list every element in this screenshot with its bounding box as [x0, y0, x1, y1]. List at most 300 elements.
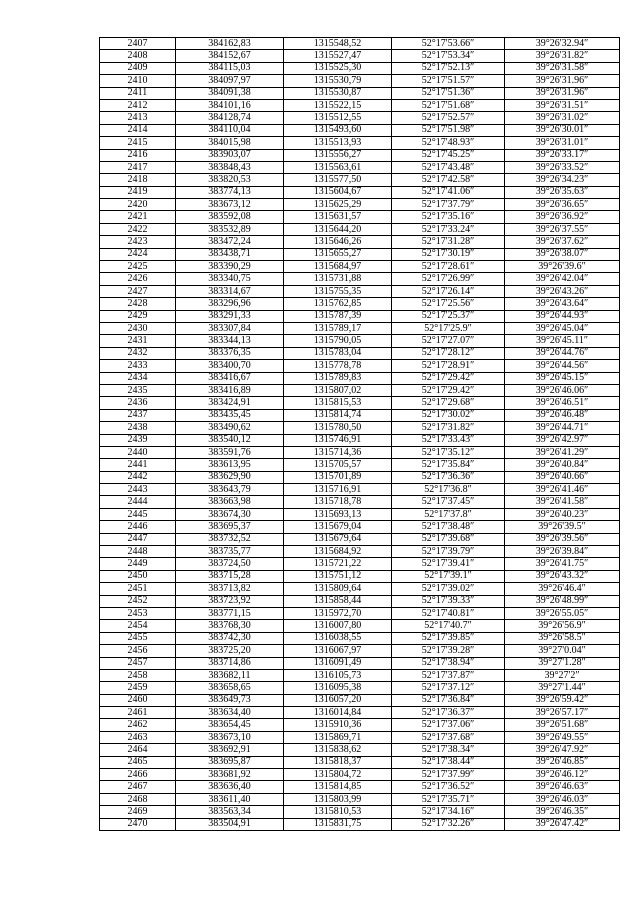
x-coordinate-cell: 383774,13	[176, 186, 284, 198]
latitude-cell: 52°17'25.37″	[392, 310, 505, 322]
table-row	[100, 261, 620, 273]
point-number-cell: 2465	[100, 756, 176, 768]
x-coordinate-cell: 383344,13	[176, 335, 284, 347]
table-row	[100, 347, 620, 359]
longitude-cell: 39°26'35.63″	[505, 186, 620, 198]
y-coordinate-cell: 1315804,72	[284, 769, 392, 781]
longitude-cell: 39°26'31.96″	[505, 87, 620, 99]
longitude-cell: 39°26'46.12″	[505, 769, 620, 781]
x-coordinate-cell: 383438,71	[176, 248, 284, 260]
longitude-cell: 39°26'37.62″	[505, 236, 620, 248]
latitude-cell: 52°17'36.36″	[392, 471, 505, 483]
y-coordinate-cell: 1315783,04	[284, 347, 392, 359]
latitude-cell: 52°17'30.02″	[392, 409, 505, 421]
x-coordinate-cell: 383714,86	[176, 657, 284, 669]
longitude-cell: 39°26'56.9″	[505, 620, 620, 632]
table-row	[100, 731, 620, 743]
longitude-cell: 39°26'31.51″	[505, 99, 620, 111]
latitude-cell: 52°17'53.34″	[392, 50, 505, 62]
point-number-cell: 2461	[100, 707, 176, 719]
point-number-cell: 2436	[100, 397, 176, 409]
y-coordinate-cell: 1315858,44	[284, 595, 392, 607]
longitude-cell: 39°26'38.07″	[505, 248, 620, 260]
point-number-cell: 2431	[100, 335, 176, 347]
coordinates-table-body	[100, 38, 620, 831]
x-coordinate-cell: 383307,84	[176, 322, 284, 334]
point-number-cell: 2432	[100, 347, 176, 359]
point-number-cell: 2470	[100, 818, 176, 830]
longitude-cell: 39°27'0.04″	[505, 645, 620, 657]
y-coordinate-cell: 1315625,29	[284, 199, 392, 211]
point-number-cell: 2420	[100, 199, 176, 211]
table-row	[100, 124, 620, 136]
x-coordinate-cell: 383532,89	[176, 223, 284, 235]
point-number-cell: 2438	[100, 422, 176, 434]
longitude-cell: 39°26'37.55″	[505, 223, 620, 235]
longitude-cell: 39°26'46.06″	[505, 384, 620, 396]
point-number-cell: 2462	[100, 719, 176, 731]
table-row	[100, 322, 620, 334]
x-coordinate-cell: 383390,29	[176, 261, 284, 273]
latitude-cell: 52°17'36.8″	[392, 484, 505, 496]
x-coordinate-cell: 383681,92	[176, 769, 284, 781]
longitude-cell: 39°26'46.51″	[505, 397, 620, 409]
x-coordinate-cell: 383291,33	[176, 310, 284, 322]
point-number-cell: 2435	[100, 384, 176, 396]
y-coordinate-cell: 1315684,97	[284, 261, 392, 273]
latitude-cell: 52°17'39.02″	[392, 583, 505, 595]
table-row	[100, 99, 620, 111]
point-number-cell: 2428	[100, 298, 176, 310]
point-number-cell: 2466	[100, 769, 176, 781]
point-number-cell: 2411	[100, 87, 176, 99]
point-number-cell: 2418	[100, 174, 176, 186]
longitude-cell: 39°26'44.76″	[505, 347, 620, 359]
latitude-cell: 52°17'28.61″	[392, 261, 505, 273]
table-row	[100, 75, 620, 87]
x-coordinate-cell: 383472,24	[176, 236, 284, 248]
point-number-cell: 2421	[100, 211, 176, 223]
table-row	[100, 422, 620, 434]
longitude-cell: 39°26'42.97″	[505, 434, 620, 446]
y-coordinate-cell: 1315790,05	[284, 335, 392, 347]
longitude-cell: 39°26'36.65″	[505, 199, 620, 211]
latitude-cell: 52°17'42.58″	[392, 174, 505, 186]
table-row	[100, 682, 620, 694]
longitude-cell: 39°26'41.29″	[505, 446, 620, 458]
y-coordinate-cell: 1315525,30	[284, 62, 392, 74]
point-number-cell: 2414	[100, 124, 176, 136]
latitude-cell: 52°17'40.81″	[392, 607, 505, 619]
longitude-cell: 39°26'45.04″	[505, 322, 620, 334]
latitude-cell: 52°17'25.56″	[392, 298, 505, 310]
longitude-cell: 39°26'43.32″	[505, 570, 620, 582]
longitude-cell: 39°26'39.84″	[505, 546, 620, 558]
table-row	[100, 694, 620, 706]
x-coordinate-cell: 383636,40	[176, 781, 284, 793]
longitude-cell: 39°26'44.93″	[505, 310, 620, 322]
y-coordinate-cell: 1315789,17	[284, 322, 392, 334]
point-number-cell: 2443	[100, 484, 176, 496]
longitude-cell: 39°26'42.04″	[505, 273, 620, 285]
longitude-cell: 39°26'57.17″	[505, 707, 620, 719]
latitude-cell: 52°17'38.34″	[392, 744, 505, 756]
table-row	[100, 744, 620, 756]
longitude-cell: 39°26'39.6″	[505, 261, 620, 273]
x-coordinate-cell: 383613,95	[176, 459, 284, 471]
point-number-cell: 2423	[100, 236, 176, 248]
latitude-cell: 52°17'33.24″	[392, 223, 505, 235]
latitude-cell: 52°17'33.43″	[392, 434, 505, 446]
y-coordinate-cell: 1315838,62	[284, 744, 392, 756]
longitude-cell: 39°26'39.5″	[505, 521, 620, 533]
y-coordinate-cell: 1315789,83	[284, 372, 392, 384]
table-row	[100, 161, 620, 173]
table-row	[100, 174, 620, 186]
point-number-cell: 2410	[100, 75, 176, 87]
longitude-cell: 39°26'41.75″	[505, 558, 620, 570]
point-number-cell: 2449	[100, 558, 176, 570]
x-coordinate-cell: 384097,97	[176, 75, 284, 87]
point-number-cell: 2451	[100, 583, 176, 595]
coordinates-table	[99, 37, 620, 831]
y-coordinate-cell: 1315493,60	[284, 124, 392, 136]
y-coordinate-cell: 1315762,85	[284, 298, 392, 310]
longitude-cell: 39°26'40.84″	[505, 459, 620, 471]
y-coordinate-cell: 1315679,64	[284, 533, 392, 545]
latitude-cell: 52°17'29.42″	[392, 384, 505, 396]
table-row	[100, 223, 620, 235]
point-number-cell: 2464	[100, 744, 176, 756]
x-coordinate-cell: 384162,83	[176, 38, 284, 50]
table-row	[100, 285, 620, 297]
y-coordinate-cell: 1316105,73	[284, 669, 392, 681]
point-number-cell: 2467	[100, 781, 176, 793]
latitude-cell: 52°17'39.68″	[392, 533, 505, 545]
x-coordinate-cell: 383732,52	[176, 533, 284, 545]
x-coordinate-cell: 383723,92	[176, 595, 284, 607]
table-row	[100, 211, 620, 223]
y-coordinate-cell: 1315787,39	[284, 310, 392, 322]
x-coordinate-cell: 383629,90	[176, 471, 284, 483]
longitude-cell: 39°26'31.02″	[505, 112, 620, 124]
point-number-cell: 2447	[100, 533, 176, 545]
longitude-cell: 39°27'1.44″	[505, 682, 620, 694]
x-coordinate-cell: 384152,67	[176, 50, 284, 62]
table-row	[100, 248, 620, 260]
longitude-cell: 39°26'41.46″	[505, 484, 620, 496]
x-coordinate-cell: 383692,91	[176, 744, 284, 756]
table-row	[100, 236, 620, 248]
y-coordinate-cell: 1316057,20	[284, 694, 392, 706]
longitude-cell: 39°26'44.56″	[505, 360, 620, 372]
longitude-cell: 39°26'47.92″	[505, 744, 620, 756]
point-number-cell: 2459	[100, 682, 176, 694]
latitude-cell: 52°17'35.84″	[392, 459, 505, 471]
point-number-cell: 2409	[100, 62, 176, 74]
x-coordinate-cell: 383673,12	[176, 199, 284, 211]
table-row	[100, 533, 620, 545]
longitude-cell: 39°26'33.17″	[505, 149, 620, 161]
latitude-cell: 52°17'39.79″	[392, 546, 505, 558]
table-row	[100, 756, 620, 768]
table-row	[100, 707, 620, 719]
y-coordinate-cell: 1315809,64	[284, 583, 392, 595]
y-coordinate-cell: 1315522,15	[284, 99, 392, 111]
table-row	[100, 38, 620, 50]
table-row	[100, 669, 620, 681]
table-row	[100, 496, 620, 508]
table-row	[100, 137, 620, 149]
longitude-cell: 39°27'1.28″	[505, 657, 620, 669]
table-row	[100, 645, 620, 657]
x-coordinate-cell: 383424,91	[176, 397, 284, 409]
x-coordinate-cell: 383742,30	[176, 632, 284, 644]
y-coordinate-cell: 1315869,71	[284, 731, 392, 743]
x-coordinate-cell: 383540,12	[176, 434, 284, 446]
y-coordinate-cell: 1315693,13	[284, 508, 392, 520]
table-row	[100, 384, 620, 396]
longitude-cell: 39°27'2″	[505, 669, 620, 681]
x-coordinate-cell: 383663,98	[176, 496, 284, 508]
y-coordinate-cell: 1315815,53	[284, 397, 392, 409]
longitude-cell: 39°26'43.26″	[505, 285, 620, 297]
y-coordinate-cell: 1315512,55	[284, 112, 392, 124]
latitude-cell: 52°17'31.28″	[392, 236, 505, 248]
x-coordinate-cell: 383416,67	[176, 372, 284, 384]
point-number-cell: 2416	[100, 149, 176, 161]
x-coordinate-cell: 383490,62	[176, 422, 284, 434]
latitude-cell: 52°17'52.13″	[392, 62, 505, 74]
y-coordinate-cell: 1316007,80	[284, 620, 392, 632]
x-coordinate-cell: 384110,04	[176, 124, 284, 136]
longitude-cell: 39°26'46.03″	[505, 793, 620, 805]
table-row	[100, 273, 620, 285]
point-number-cell: 2407	[100, 38, 176, 50]
x-coordinate-cell: 383735,77	[176, 546, 284, 558]
latitude-cell: 52°17'30.19″	[392, 248, 505, 260]
longitude-cell: 39°26'40.66″	[505, 471, 620, 483]
point-number-cell: 2429	[100, 310, 176, 322]
latitude-cell: 52°17'51.98″	[392, 124, 505, 136]
table-row	[100, 583, 620, 595]
longitude-cell: 39°26'45.11″	[505, 335, 620, 347]
x-coordinate-cell: 383724,50	[176, 558, 284, 570]
longitude-cell: 39°26'47.42″	[505, 818, 620, 830]
longitude-cell: 39°26'39.56″	[505, 533, 620, 545]
x-coordinate-cell: 383820,53	[176, 174, 284, 186]
x-coordinate-cell: 384115,03	[176, 62, 284, 74]
latitude-cell: 52°17'39.33″	[392, 595, 505, 607]
latitude-cell: 52°17'37.06″	[392, 719, 505, 731]
longitude-cell: 39°26'33.52″	[505, 161, 620, 173]
longitude-cell: 39°26'49.55″	[505, 731, 620, 743]
y-coordinate-cell: 1315684,92	[284, 546, 392, 558]
longitude-cell: 39°26'46.85″	[505, 756, 620, 768]
y-coordinate-cell: 1315604,67	[284, 186, 392, 198]
latitude-cell: 52°17'37.68″	[392, 731, 505, 743]
y-coordinate-cell: 1315910,36	[284, 719, 392, 731]
latitude-cell: 52°17'48.93″	[392, 137, 505, 149]
table-row	[100, 570, 620, 582]
y-coordinate-cell: 1315718,78	[284, 496, 392, 508]
y-coordinate-cell: 1315527,47	[284, 50, 392, 62]
point-number-cell: 2468	[100, 793, 176, 805]
point-number-cell: 2437	[100, 409, 176, 421]
point-number-cell: 2469	[100, 806, 176, 818]
x-coordinate-cell: 383416,89	[176, 384, 284, 396]
table-row	[100, 471, 620, 483]
x-coordinate-cell: 383504,91	[176, 818, 284, 830]
point-number-cell: 2446	[100, 521, 176, 533]
y-coordinate-cell: 1315831,75	[284, 818, 392, 830]
longitude-cell: 39°26'45.15″	[505, 372, 620, 384]
latitude-cell: 52°17'27.07″	[392, 335, 505, 347]
y-coordinate-cell: 1315721,22	[284, 558, 392, 570]
y-coordinate-cell: 1316014,84	[284, 707, 392, 719]
latitude-cell: 52°17'40.7″	[392, 620, 505, 632]
y-coordinate-cell: 1316067,97	[284, 645, 392, 657]
y-coordinate-cell: 1316038,55	[284, 632, 392, 644]
y-coordinate-cell: 1315563,61	[284, 161, 392, 173]
x-coordinate-cell: 383296,96	[176, 298, 284, 310]
longitude-cell: 39°26'41.58″	[505, 496, 620, 508]
table-row	[100, 508, 620, 520]
latitude-cell: 52°17'37.8″	[392, 508, 505, 520]
table-row	[100, 335, 620, 347]
point-number-cell: 2457	[100, 657, 176, 669]
y-coordinate-cell: 1315810,53	[284, 806, 392, 818]
longitude-cell: 39°26'30.01″	[505, 124, 620, 136]
latitude-cell: 52°17'37.99″	[392, 769, 505, 781]
y-coordinate-cell: 1315701,89	[284, 471, 392, 483]
latitude-cell: 52°17'28.91″	[392, 360, 505, 372]
point-number-cell: 2452	[100, 595, 176, 607]
latitude-cell: 52°17'51.68″	[392, 99, 505, 111]
x-coordinate-cell: 383713,82	[176, 583, 284, 595]
table-row	[100, 446, 620, 458]
latitude-cell: 52°17'51.57″	[392, 75, 505, 87]
latitude-cell: 52°17'37.79″	[392, 199, 505, 211]
table-row	[100, 372, 620, 384]
y-coordinate-cell: 1315778,78	[284, 360, 392, 372]
x-coordinate-cell: 383435,45	[176, 409, 284, 421]
table-row	[100, 484, 620, 496]
x-coordinate-cell: 383376,35	[176, 347, 284, 359]
table-row	[100, 199, 620, 211]
point-number-cell: 2413	[100, 112, 176, 124]
latitude-cell: 52°17'31.82″	[392, 422, 505, 434]
table-row	[100, 806, 620, 818]
longitude-cell: 39°26'46.4″	[505, 583, 620, 595]
longitude-cell: 39°26'59.42″	[505, 694, 620, 706]
y-coordinate-cell: 1315803,99	[284, 793, 392, 805]
latitude-cell: 52°17'26.14″	[392, 285, 505, 297]
point-number-cell: 2430	[100, 322, 176, 334]
point-number-cell: 2415	[100, 137, 176, 149]
point-number-cell: 2434	[100, 372, 176, 384]
y-coordinate-cell: 1315807,02	[284, 384, 392, 396]
y-coordinate-cell: 1315705,57	[284, 459, 392, 471]
latitude-cell: 52°17'53.66″	[392, 38, 505, 50]
table-row	[100, 50, 620, 62]
x-coordinate-cell: 383673,10	[176, 731, 284, 743]
x-coordinate-cell: 383768,30	[176, 620, 284, 632]
table-row	[100, 657, 620, 669]
table-row	[100, 719, 620, 731]
latitude-cell: 52°17'37.87″	[392, 669, 505, 681]
y-coordinate-cell: 1315814,85	[284, 781, 392, 793]
table-row	[100, 434, 620, 446]
latitude-cell: 52°17'43.48″	[392, 161, 505, 173]
latitude-cell: 52°17'29.68″	[392, 397, 505, 409]
latitude-cell: 52°17'39.85″	[392, 632, 505, 644]
table-row	[100, 521, 620, 533]
y-coordinate-cell: 1315755,35	[284, 285, 392, 297]
latitude-cell: 52°17'41.06″	[392, 186, 505, 198]
longitude-cell: 39°26'40.23″	[505, 508, 620, 520]
y-coordinate-cell: 1315780,50	[284, 422, 392, 434]
table-row	[100, 360, 620, 372]
point-number-cell: 2439	[100, 434, 176, 446]
point-number-cell: 2424	[100, 248, 176, 260]
y-coordinate-cell: 1315746,91	[284, 434, 392, 446]
latitude-cell: 52°17'39.41″	[392, 558, 505, 570]
longitude-cell: 39°26'32.94″	[505, 38, 620, 50]
x-coordinate-cell: 383848,43	[176, 161, 284, 173]
latitude-cell: 52°17'45.25″	[392, 149, 505, 161]
x-coordinate-cell: 383314,67	[176, 285, 284, 297]
latitude-cell: 52°17'38.44″	[392, 756, 505, 768]
table-row	[100, 558, 620, 570]
point-number-cell: 2444	[100, 496, 176, 508]
point-number-cell: 2454	[100, 620, 176, 632]
latitude-cell: 52°17'52.57″	[392, 112, 505, 124]
longitude-cell: 39°26'36.92″	[505, 211, 620, 223]
table-row	[100, 595, 620, 607]
table-row	[100, 769, 620, 781]
x-coordinate-cell: 383658,65	[176, 682, 284, 694]
y-coordinate-cell: 1315972,70	[284, 607, 392, 619]
latitude-cell: 52°17'35.12″	[392, 446, 505, 458]
x-coordinate-cell: 383654,45	[176, 719, 284, 731]
point-number-cell: 2458	[100, 669, 176, 681]
x-coordinate-cell: 383682,11	[176, 669, 284, 681]
latitude-cell: 52°17'38.48″	[392, 521, 505, 533]
point-number-cell: 2422	[100, 223, 176, 235]
latitude-cell: 52°17'28.12″	[392, 347, 505, 359]
y-coordinate-cell: 1315577,50	[284, 174, 392, 186]
table-row	[100, 310, 620, 322]
latitude-cell: 52°17'34.16″	[392, 806, 505, 818]
longitude-cell: 39°26'48.99″	[505, 595, 620, 607]
y-coordinate-cell: 1315530,87	[284, 87, 392, 99]
point-number-cell: 2408	[100, 50, 176, 62]
y-coordinate-cell: 1316091,49	[284, 657, 392, 669]
point-number-cell: 2433	[100, 360, 176, 372]
table-row	[100, 459, 620, 471]
latitude-cell: 52°17'36.52″	[392, 781, 505, 793]
x-coordinate-cell: 383674,30	[176, 508, 284, 520]
y-coordinate-cell: 1315818,37	[284, 756, 392, 768]
x-coordinate-cell: 383649,73	[176, 694, 284, 706]
y-coordinate-cell: 1315548,52	[284, 38, 392, 50]
x-coordinate-cell: 384101,16	[176, 99, 284, 111]
longitude-cell: 39°26'55.05″	[505, 607, 620, 619]
latitude-cell: 52°17'37.45″	[392, 496, 505, 508]
y-coordinate-cell: 1315631,57	[284, 211, 392, 223]
x-coordinate-cell: 383611,40	[176, 793, 284, 805]
